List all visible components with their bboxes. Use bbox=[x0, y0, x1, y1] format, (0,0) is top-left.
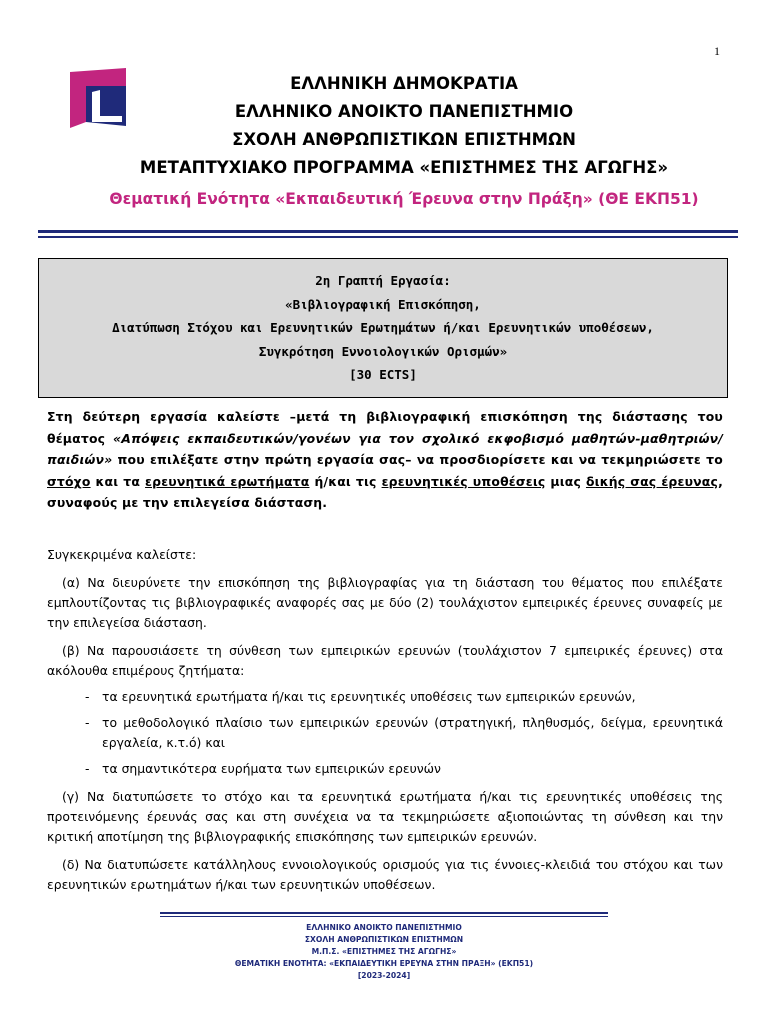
list-item: - τα ερευνητικά ερωτήματα ή/και τις ερευνητικές υποθέσεις των εμπειρικών ερευνών, bbox=[85, 688, 636, 704]
assignment-number: 2η Γραπτή Εργασία: bbox=[315, 273, 451, 288]
document-footer bbox=[100, 922, 668, 982]
footer-year: [2023-2024] bbox=[357, 971, 411, 980]
lead-paragraph: Συγκεκριμένα καλείστε: bbox=[47, 546, 197, 562]
footer-school: ΣΧΟΛΗ ΑΝΘΡΩΠΙΣΤΙΚΩΝ ΕΠΙΣΤΗΜΩΝ bbox=[304, 935, 464, 944]
header-thematic-unit: Θεματική Ενότητα «Εκπαιδευτική Έρευνα στην Πράξη» (ΘΕ ΕΚΠ51) bbox=[109, 190, 699, 208]
footer-university: ΕΛΛΗΝΙΚΟ ΑΝΟΙΚΤΟ ΠΑΝΕΠΙΣΤΗΜΙΟ bbox=[306, 923, 462, 932]
research-questions-term: ερευνητικά ερωτήματα bbox=[145, 473, 310, 489]
assignment-title-3: Συγκρότηση Εννοιολογικών Ορισμών» bbox=[258, 343, 508, 359]
hypotheses-term: ερευνητικές υποθέσεις bbox=[381, 473, 546, 489]
goal-term: στόχο bbox=[47, 473, 91, 489]
list-item: - το μεθοδολογικό πλαίσιο των εμπειρικών ερευνών (στρατηγική, πληθυσμός, δείγμα, ερευνητικά εργαλεία, κ.τ.ό) και bbox=[85, 714, 723, 750]
footer-divider bbox=[160, 912, 608, 917]
header-school: ΣΧΟΛΗ ΑΝΘΡΩΠΙΣΤΙΚΩΝ ΕΠΙΣΤΗΜΩΝ bbox=[232, 130, 576, 149]
page-number: 1 bbox=[714, 44, 720, 58]
header-program: ΜΕΤΑΠΤΥΧΙΑΚΟ ΠΡΟΓΡΑΜΜΑ «ΕΠΙΣΤΗΜΕΣ ΤΗΣ ΑΓΩΓΗΣ» bbox=[139, 158, 669, 177]
header-country: ΕΛΛΗΝΙΚΗ ΔΗΜΟΚΡΑΤΙΑ bbox=[290, 74, 518, 93]
topic-text: «Απόψεις εκπαιδευτικών/γονέων για τον σχολικό εκφοβισμό μαθητών-μαθητριών/παιδιών» bbox=[47, 430, 724, 467]
header-university: ΕΛΛΗΝΙΚΟ ΑΝΟΙΚΤΟ ΠΑΝΕΠΙΣΤΗΜΙΟ bbox=[234, 102, 574, 121]
list-item: - τα σημαντικότερα ευρήματα των εμπειρικών ερευνών bbox=[85, 760, 441, 776]
assignment-title-2: Διατύπωση Στόχου και Ερευνητικών Ερωτημάτων ή/και Ερευνητικών υποθέσεων, bbox=[112, 320, 654, 335]
assignment-credits: [30 ECTS] bbox=[349, 367, 417, 382]
item-d-paragraph: (δ) Να διατυπώσετε κατάλληλους εννοιολογικούς ορισμούς για τις έννοιες-κλειδιά του στόχου και των ερευνητικών ερωτημάτων ή/και των ερευνητικών υποθέσεων. bbox=[47, 856, 723, 892]
document-body bbox=[47, 406, 723, 895]
assignment-title-box bbox=[38, 258, 728, 398]
own-research-term: δικής σας έρευνας bbox=[585, 473, 719, 489]
header-divider bbox=[38, 230, 738, 238]
item-b-paragraph: (β) Να παρουσιάσετε τη σύνθεση των εμπειρικών ερευνών (τουλάχιστον 7 εμπειρικές έρευνες) στα ακόλουθα επιμέρους ζητήματα: bbox=[47, 642, 723, 678]
item-a-paragraph: (α) Να διευρύνετε την επισκόπηση της βιβλιογραφίας για τη διάσταση του θέματος που επιλέξατε εμπλουτίζοντας τις βιβλιογραφικές αναφορές σας με δύο (2) τουλάχιστον εμπειρικές έρευνες συναφείς με την επιλεγείσα διάσταση. bbox=[47, 574, 723, 630]
item-c-paragraph: (γ) Να διατυπώσετε το στόχο και τα ερευνητικά ερωτήματα ή/και τις ερευνητικές υποθέσεις της προτεινόμενης έρευνάς σας και στη συνέχεια να τα τεκμηριώσετε αξιοποιώντας τη σύνθεση και την κριτική αποτίμηση της βιβλιογραφικής επισκόπησης των εμπειρικών ερευνών. bbox=[47, 788, 723, 844]
intro-paragraph: Στη δεύτερη εργασία καλείστε –μετά τη βιβλιογραφική επισκόπηση της διάστασης του θέματος «Απόψεις εκπαιδευτικών/γονέων για τον σχολικό εκφοβισμό μαθητών-μαθητριών/παιδιών» που επιλέξατε στην πρώτη εργασία σας– να προσδιορίσετε και να τεκμηριώσετε το στόχο και τα ερευνητικά ερωτήματα ή/και τις ερευνητικές υποθέσεις μιας δικής σας έρευνας, συναφούς με την επιλεγείσα διάσταση. bbox=[47, 409, 724, 510]
item-b-list bbox=[47, 687, 723, 779]
footer-unit: ΘΕΜΑΤΙΚΗ ΕΝΟΤΗΤΑ: «ΕΚΠΑΙΔΕΥΤΙΚΗ ΕΡΕΥΝΑ ΣΤΗΝ ΠΡΑΞΗ» (ΕΚΠ51) bbox=[234, 959, 534, 968]
assignment-title-1: «Βιβλιογραφική Επισκόπηση, bbox=[285, 296, 481, 312]
footer-program: Μ.Π.Σ. «ΕΠΙΣΤΗΜΕΣ ΤΗΣ ΑΓΩΓΗΣ» bbox=[311, 947, 457, 956]
document-header bbox=[80, 70, 728, 212]
